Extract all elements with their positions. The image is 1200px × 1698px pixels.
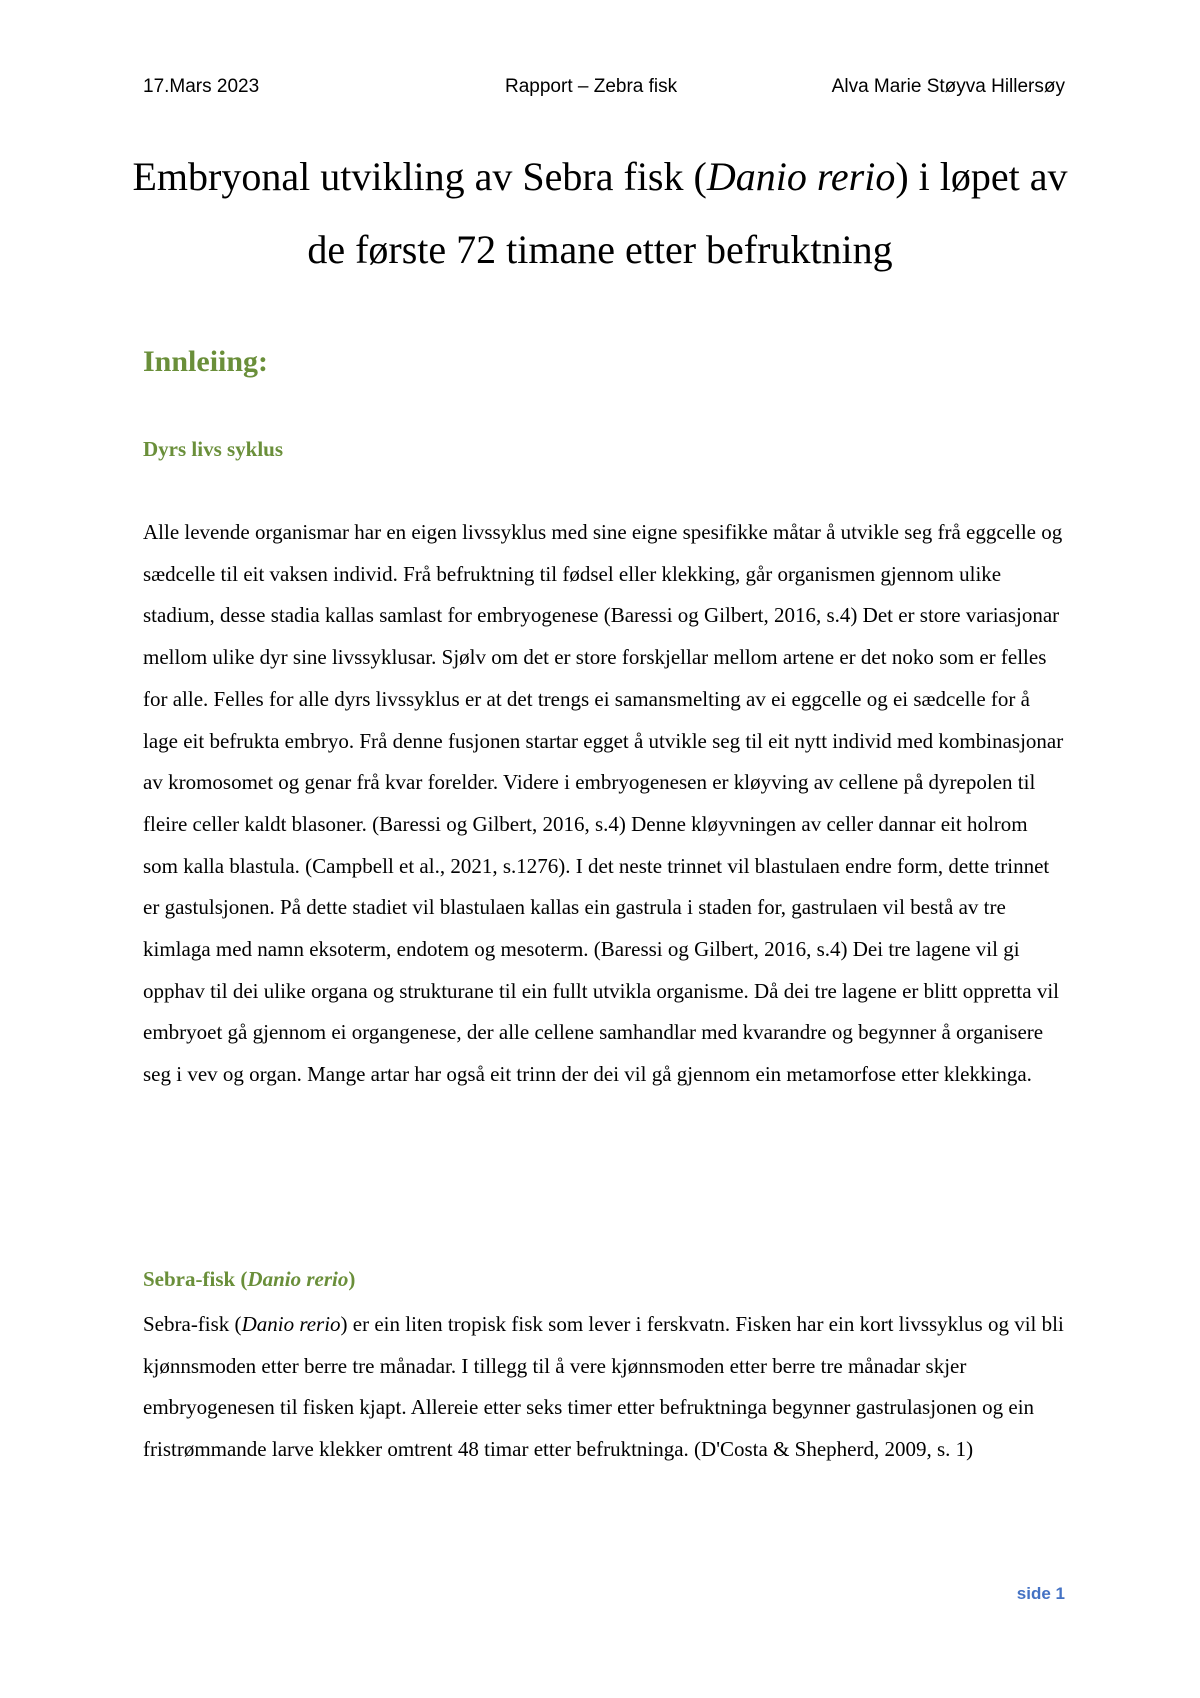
section-heading-introduction: Innleiing:: [143, 345, 269, 378]
zebrafish-heading-start: Sebra-fisk (: [143, 1267, 248, 1291]
header-author: Alva Marie Støyva Hillersøy: [831, 76, 1065, 97]
title-text-end: ) i løpet av de første 72 timane etter befruktning: [307, 154, 1068, 272]
zebrafish-para-species: Danio rerio: [241, 1312, 341, 1336]
paragraph-lifecycle: Alle levende organismar har en eigen livssyklus med sine eigne spesifikke måtar å utvikle seg frå eggcelle og sædcelle til eit vaksen individ. Frå befruktning til fødsel eller klekking, går organismen gjennom ulike stadium, desse stadia kallas samlast for embryogenese (Baressi og Gilbert, 2016, s.4) Det er store variasjonar mellom ulike dyr sine livssyklusar. Sjølv om det er store forskjellar mellom artene er det noko som er felles for alle. Felles for alle dyrs livssyklus er at det trengs ei samansmelting av ei eggcelle og ei sædcelle for å lage eit befrukta embryo. Frå denne fusjonen startar egget å utvikle seg til eit nytt individ med kombinasjonar av kromosomet og genar frå kvar forelder. Videre i embryogenesen er kløyving av cellene på dyrepolen til fleire celler kaldt blasoner. (Baressi og Gilbert, 2016, s.4) Denne kløyvningen av celler dannar eit holrom som kalla blastula. (Campbell et al., 2021, s.1276). I det neste trinnet vil blastulaen endre form, dette trinnet er gastulsjonen. På dette stadiet vil blastulaen kallas ein gastrula i staden for, gastrulaen vil bestå av tre kimlaga med namn eksoterm, endotem og mesoterm. (Baressi og Gilbert, 2016, s.4) Dei tre lagene vil gi opphav til dei ulike organa og strukturane til ein fullt utvikla organisme. Då dei tre lagene er blitt oppretta vil embryoet gå gjennom ei organgenese, der alle cellene samhandlar med kvarandre og begynner å organisere seg i vev og organ. Mange artar har også eit trinn der dei vil gå gjennom ein metamorfose etter klekkinga.: [143, 520, 1064, 1087]
document-title: [120, 140, 1080, 286]
header-report-title: Rapport – Zebra fisk: [505, 76, 678, 97]
subsection-heading-lifecycle: Dyrs livs syklus: [143, 437, 284, 461]
subsection-heading-zebrafish: [143, 1264, 355, 1294]
page-number: side 1: [1016, 1584, 1065, 1603]
zebrafish-para-start: Sebra-fisk (: [143, 1312, 242, 1336]
zebrafish-heading-end: ): [348, 1267, 356, 1291]
title-text-start: Embryonal utvikling av Sebra fisk (: [132, 154, 707, 199]
page-header: [143, 76, 1065, 106]
zebrafish-heading-species: Danio rerio: [247, 1267, 349, 1291]
zebrafish-para-rest: ) er ein liten tropisk fisk som lever i ferskvatn. Fisken har ein kort livssyklus og vil bli kjønnsmoden etter berre tre månadar. I tillegg til å vere kjønnsmoden etter berre tre månadar skjer embryogenesen til fisken kjapt. Allereie etter seks timer etter befruktninga begynner gastrulasjonen og ein fristrømmande larve klekker omtrent 48 timar etter befruktninga. (D'Costa & Shepherd, 2009, s. 1): [143, 1312, 1064, 1462]
header-date: 17.Mars 2023: [143, 76, 260, 97]
paragraph-zebrafish: [143, 1304, 1065, 1471]
title-species-name: Danio rerio: [706, 154, 896, 199]
